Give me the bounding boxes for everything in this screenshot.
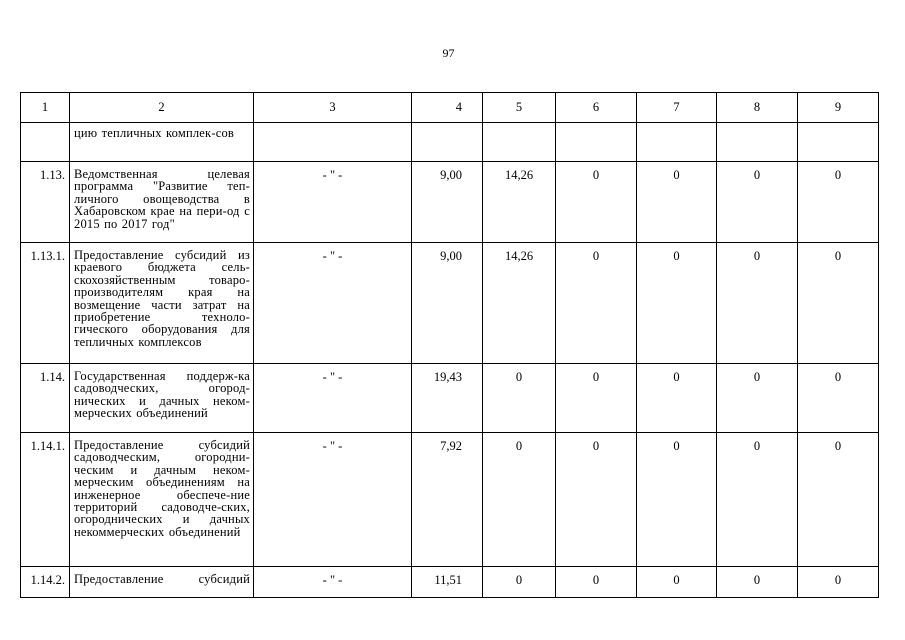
row-col8: 0 [717, 243, 798, 364]
row-col5: 14,26 [483, 243, 556, 364]
row-col6: 0 [556, 567, 637, 598]
table-row [21, 567, 879, 598]
row-number: 1.14.1. [21, 433, 70, 567]
row-col5: 0 [483, 364, 556, 433]
row-col7 [637, 123, 717, 162]
row-col4 [412, 123, 483, 162]
row-col4: 11,51 [412, 567, 483, 598]
table-row [21, 433, 879, 567]
row-number: 1.13.1. [21, 243, 70, 364]
row-number [21, 123, 70, 162]
row-description: Государственная поддерж-ка садоводческих, огород-нических и дачных неком-мерческих объединений [70, 364, 254, 433]
row-col4: 19,43 [412, 364, 483, 433]
row-col3 [254, 123, 412, 162]
row-col8 [717, 123, 798, 162]
header-cell-9: 9 [798, 93, 879, 123]
row-col7: 0 [637, 433, 717, 567]
row-col9: 0 [798, 243, 879, 364]
row-col8: 0 [717, 567, 798, 598]
row-col8: 0 [717, 364, 798, 433]
row-col5: 0 [483, 433, 556, 567]
row-col9 [798, 123, 879, 162]
row-description: Предоставление субсидий из краевого бюджета сель-скохозяйственным товаро-производителям края на возмещение части затрат на приобретение техноло-гического оборудования для тепличных комплексов [70, 243, 254, 364]
header-cell-2: 2 [70, 93, 254, 123]
page-number: 97 [442, 46, 455, 60]
header-cell-3: 3 [254, 93, 412, 123]
row-number: 1.14.2. [21, 567, 70, 598]
header-cell-6: 6 [556, 93, 637, 123]
row-description: Ведомственная целевая программа "Развитие теп-личного овощеводства в Хабаровском крае на пери-од с 2015 по 2017 год" [70, 162, 254, 243]
row-col3: - " - [254, 433, 412, 567]
row-col5: 14,26 [483, 162, 556, 243]
row-description: цию тепличных комплек-сов [70, 123, 254, 162]
row-col9: 0 [798, 364, 879, 433]
row-col4: 9,00 [412, 162, 483, 243]
row-col3: - " - [254, 243, 412, 364]
row-col6: 0 [556, 364, 637, 433]
row-number: 1.14. [21, 364, 70, 433]
table-row [21, 364, 879, 433]
row-col8: 0 [717, 433, 798, 567]
budget-table [20, 92, 879, 598]
row-col3: - " - [254, 364, 412, 433]
row-col7: 0 [637, 364, 717, 433]
row-description: Предоставление субсидий садоводческим, огородни-ческим и дачным неком-мерческим объединениям на инженерное обеспече-ние территорий садоводче-ских, огороднических и дачных некоммерческих объединений [70, 433, 254, 567]
row-col9: 0 [798, 567, 879, 598]
header-cell-8: 8 [717, 93, 798, 123]
header-row [21, 93, 879, 123]
table-row [21, 123, 879, 162]
row-number: 1.13. [21, 162, 70, 243]
header-cell-5: 5 [483, 93, 556, 123]
row-col8: 0 [717, 162, 798, 243]
row-col9: 0 [798, 433, 879, 567]
row-description: Предоставление субсидий [70, 567, 254, 598]
row-col7: 0 [637, 243, 717, 364]
row-col9: 0 [798, 162, 879, 243]
row-col6: 0 [556, 162, 637, 243]
table-row [21, 162, 879, 243]
row-col4: 9,00 [412, 243, 483, 364]
row-col6: 0 [556, 243, 637, 364]
row-col7: 0 [637, 567, 717, 598]
row-col5 [483, 123, 556, 162]
header-cell-4: 4 [412, 93, 483, 123]
header-cell-7: 7 [637, 93, 717, 123]
row-col3: - " - [254, 567, 412, 598]
table-row [21, 243, 879, 364]
row-col5: 0 [483, 567, 556, 598]
row-col6 [556, 123, 637, 162]
row-col4: 7,92 [412, 433, 483, 567]
row-col7: 0 [637, 162, 717, 243]
row-col6: 0 [556, 433, 637, 567]
header-cell-1: 1 [21, 93, 70, 123]
row-col3: - " - [254, 162, 412, 243]
